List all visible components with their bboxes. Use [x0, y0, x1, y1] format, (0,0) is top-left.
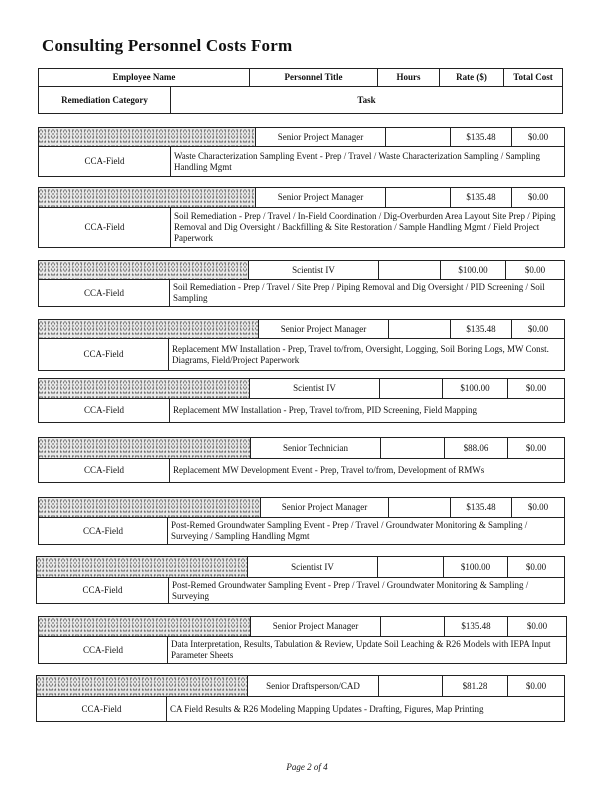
task-description[interactable]: CA Field Results & R26 Modeling Mapping Updates - Drafting, Figures, Map Printing	[170, 703, 484, 714]
personnel-title[interactable]: Senior Project Manager	[261, 498, 389, 517]
personnel-title[interactable]: Senior Project Manager	[259, 320, 389, 338]
hours-field[interactable]	[379, 261, 441, 279]
task-description[interactable]: Data Interpretation, Results, Tabulation & Review, Update Soil Leaching & R26 Models with IEPA Input Parameter Sheets	[171, 639, 551, 660]
rate-value: $81.28	[443, 676, 508, 696]
header-table	[38, 68, 563, 114]
hours-field[interactable]	[389, 498, 451, 517]
task-description[interactable]: Soil Remediation - Prep / Travel / Site Prep / Piping Removal and Dig Oversight / PID Screening / Soil Sampling	[173, 282, 545, 303]
rate-value: $100.00	[444, 557, 508, 577]
personnel-title[interactable]: Senior Draftsperson/CAD	[248, 676, 379, 696]
remediation-category: CCA-Field	[39, 339, 169, 370]
employee-name-redacted	[39, 379, 250, 398]
employee-name-redacted	[39, 128, 256, 146]
rate-value: $135.48	[451, 188, 512, 207]
task-description[interactable]: Soil Remediation - Prep / Travel / In-Field Coordination / Dig-Overburden Area Layout Site Prep / Piping Removal and Dig Oversight / Backfilling & Site Restoration / Sample Handling Mgmt / Field Project Paperwork	[174, 211, 556, 243]
total-cost-value: $0.00	[527, 192, 549, 202]
employee-name-redacted	[37, 557, 248, 577]
hours-field[interactable]	[386, 128, 451, 146]
total-cost-value: $0.00	[525, 442, 547, 453]
cost-entry	[38, 378, 565, 423]
employee-name-redacted	[39, 498, 261, 517]
hours-field[interactable]	[381, 438, 445, 458]
rate-header: Rate ($)	[440, 69, 504, 86]
personnel-title-header: Personnel Title	[250, 69, 378, 86]
hours-field[interactable]	[381, 617, 445, 636]
remediation-category: CCA-Field	[39, 518, 168, 544]
task-description[interactable]: Post-Remed Groundwater Sampling Event - Prep / Travel / Groundwater Monitoring & Sampling / Surveying / Sampling Handling Mgmt	[171, 520, 528, 541]
rate-value: $135.48	[451, 128, 512, 146]
cost-entry	[38, 437, 565, 483]
remediation-category: CCA-Field	[39, 280, 170, 306]
cost-entry	[36, 556, 565, 604]
remediation-category-header: Remediation Category	[39, 87, 171, 113]
rate-value: $135.48	[445, 617, 508, 636]
form-title: Consulting Personnel Costs Form	[42, 36, 293, 55]
employee-name-header: Employee Name	[39, 69, 250, 86]
personnel-title[interactable]: Scientist IV	[248, 557, 378, 577]
total-cost-value: $0.00	[525, 680, 547, 691]
rate-value: $135.48	[451, 498, 512, 517]
total-cost-value: $0.00	[527, 502, 549, 512]
hours-field[interactable]	[389, 320, 451, 338]
hours-field[interactable]	[378, 557, 444, 577]
employee-name-redacted	[39, 188, 256, 207]
remediation-category: CCA-Field	[37, 578, 169, 603]
task-description[interactable]: Replacement MW Installation - Prep, Travel to/from, PID Screening, Field Mapping	[173, 405, 478, 415]
remediation-category: CCA-Field	[39, 147, 171, 176]
employee-name-redacted	[39, 320, 259, 338]
employee-name-redacted	[37, 676, 248, 696]
remediation-category: CCA-Field	[37, 697, 167, 721]
total-cost-value: $0.00	[527, 131, 549, 142]
task-description[interactable]: Replacement MW Development Event - Prep, Travel to/from, Development of RMWs	[173, 465, 485, 475]
hours-header: Hours	[378, 69, 440, 86]
personnel-title[interactable]: Senior Project Manager	[256, 128, 386, 146]
hours-field[interactable]	[379, 676, 443, 696]
task-description[interactable]: Post-Remed Groundwater Sampling Event - Prep / Travel / Groundwater Monitoring & Sampling / Surveying	[172, 579, 529, 601]
employee-name-redacted	[39, 617, 251, 636]
employee-name-redacted	[39, 438, 251, 458]
rate-value: $135.48	[451, 320, 512, 338]
cost-entry	[38, 260, 565, 307]
employee-name-redacted	[39, 261, 249, 279]
total-cost-header: Total Cost	[513, 72, 553, 82]
remediation-category: CCA-Field	[39, 459, 170, 482]
personnel-title[interactable]: Senior Project Manager	[256, 188, 386, 207]
rate-value: $100.00	[443, 379, 508, 398]
remediation-category: CCA-Field	[39, 208, 171, 247]
hours-field[interactable]	[386, 188, 451, 207]
remediation-category: CCA-Field	[39, 637, 168, 663]
total-cost-value: $0.00	[524, 264, 546, 275]
hours-field[interactable]	[380, 379, 443, 398]
cost-entry	[38, 319, 565, 371]
cost-entry	[38, 497, 565, 545]
cost-entry	[38, 616, 567, 664]
rate-value: $100.00	[441, 261, 506, 279]
task-description[interactable]: Replacement MW Installation - Prep, Travel to/from, Oversight, Logging, Soil Boring Logs, MW Const. Diagrams, Field/Project Paperwork	[172, 343, 549, 365]
total-cost-value: $0.00	[527, 323, 549, 334]
remediation-category: CCA-Field	[39, 399, 170, 422]
personnel-title[interactable]: Senior Technician	[251, 438, 381, 458]
personnel-title[interactable]: Scientist IV	[249, 261, 379, 279]
total-cost-value: $0.00	[525, 561, 547, 572]
total-cost-value: $0.00	[525, 383, 547, 393]
cost-entry	[38, 127, 565, 177]
task-description[interactable]: Waste Characterization Sampling Event - Prep / Travel / Waste Characterization Sampling / Sampling Handling Mgmt	[174, 150, 541, 172]
cost-entry	[38, 187, 565, 248]
personnel-title[interactable]: Senior Project Manager	[251, 617, 381, 636]
personnel-title[interactable]: Scientist IV	[250, 379, 380, 398]
cost-entry	[36, 675, 565, 722]
task-header: Task	[357, 94, 376, 105]
rate-value: $88.06	[445, 438, 508, 458]
page-number: Page 2 of 4	[286, 762, 328, 772]
total-cost-value: $0.00	[526, 621, 548, 631]
